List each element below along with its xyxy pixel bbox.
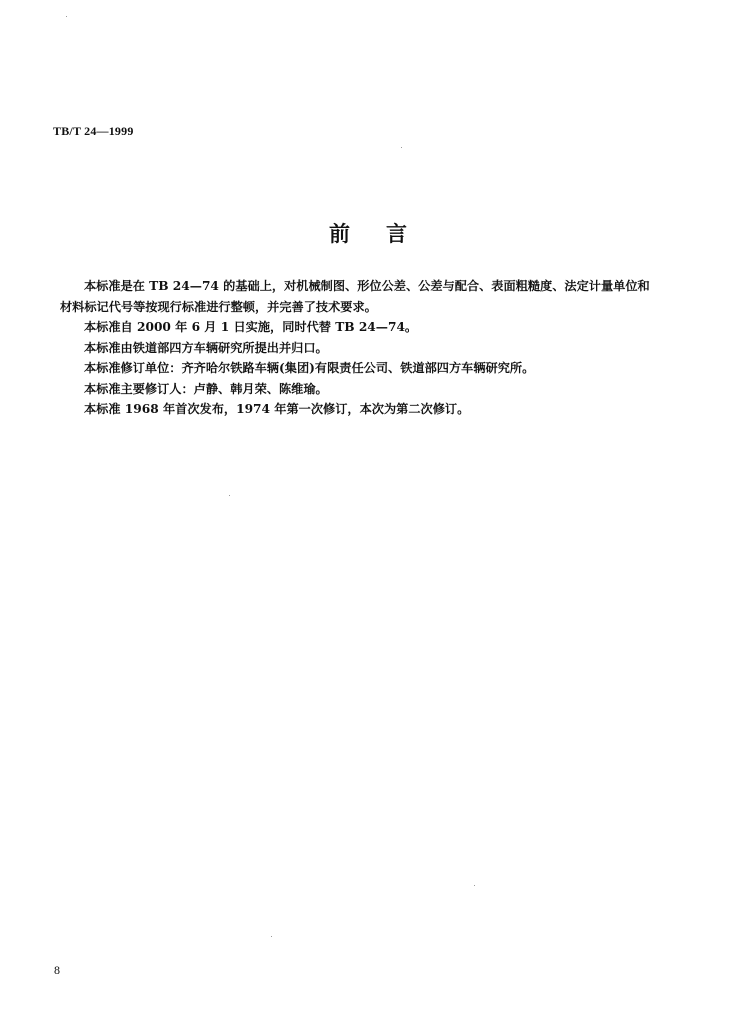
scan-speck <box>271 936 272 937</box>
standard-code: TB/T 24—1999 <box>53 124 134 138</box>
scan-speck <box>66 16 67 17</box>
preface-body <box>60 276 660 420</box>
paragraph-revising-units: 本标准修订单位：齐齐哈尔铁路车辆(集团)有限责任公司、铁道部四方车辆研究所。 <box>84 361 535 375</box>
paragraph-revisers: 本标准主要修订人：卢静、韩月荣、陈维瑜。 <box>84 381 328 396</box>
paragraph-effective-date: 本标准自 2000 年 6 月 1 日实施，同时代替 TB 24—74。 <box>84 320 418 334</box>
paragraph-basis: 本标准是在 TB 24—74 的基础上，对机械制图、形位公差、公差与配合、表面粗糙度、法定计量单位和材料标记代号等按现行标准进行整顿，并完善了技术要求。 <box>60 279 650 314</box>
scan-speck <box>474 885 475 886</box>
page-number: 8 <box>54 963 60 977</box>
scan-speck <box>229 495 230 496</box>
paragraph-proposer: 本标准由铁道部四方车辆研究所提出并归口。 <box>84 340 328 355</box>
paragraph-history: 本标准 1968 年首次发布，1974 年第一次修订，本次为第二次修订。 <box>84 402 470 416</box>
scan-speck <box>401 147 402 148</box>
preface-heading: 前言 <box>329 221 443 246</box>
